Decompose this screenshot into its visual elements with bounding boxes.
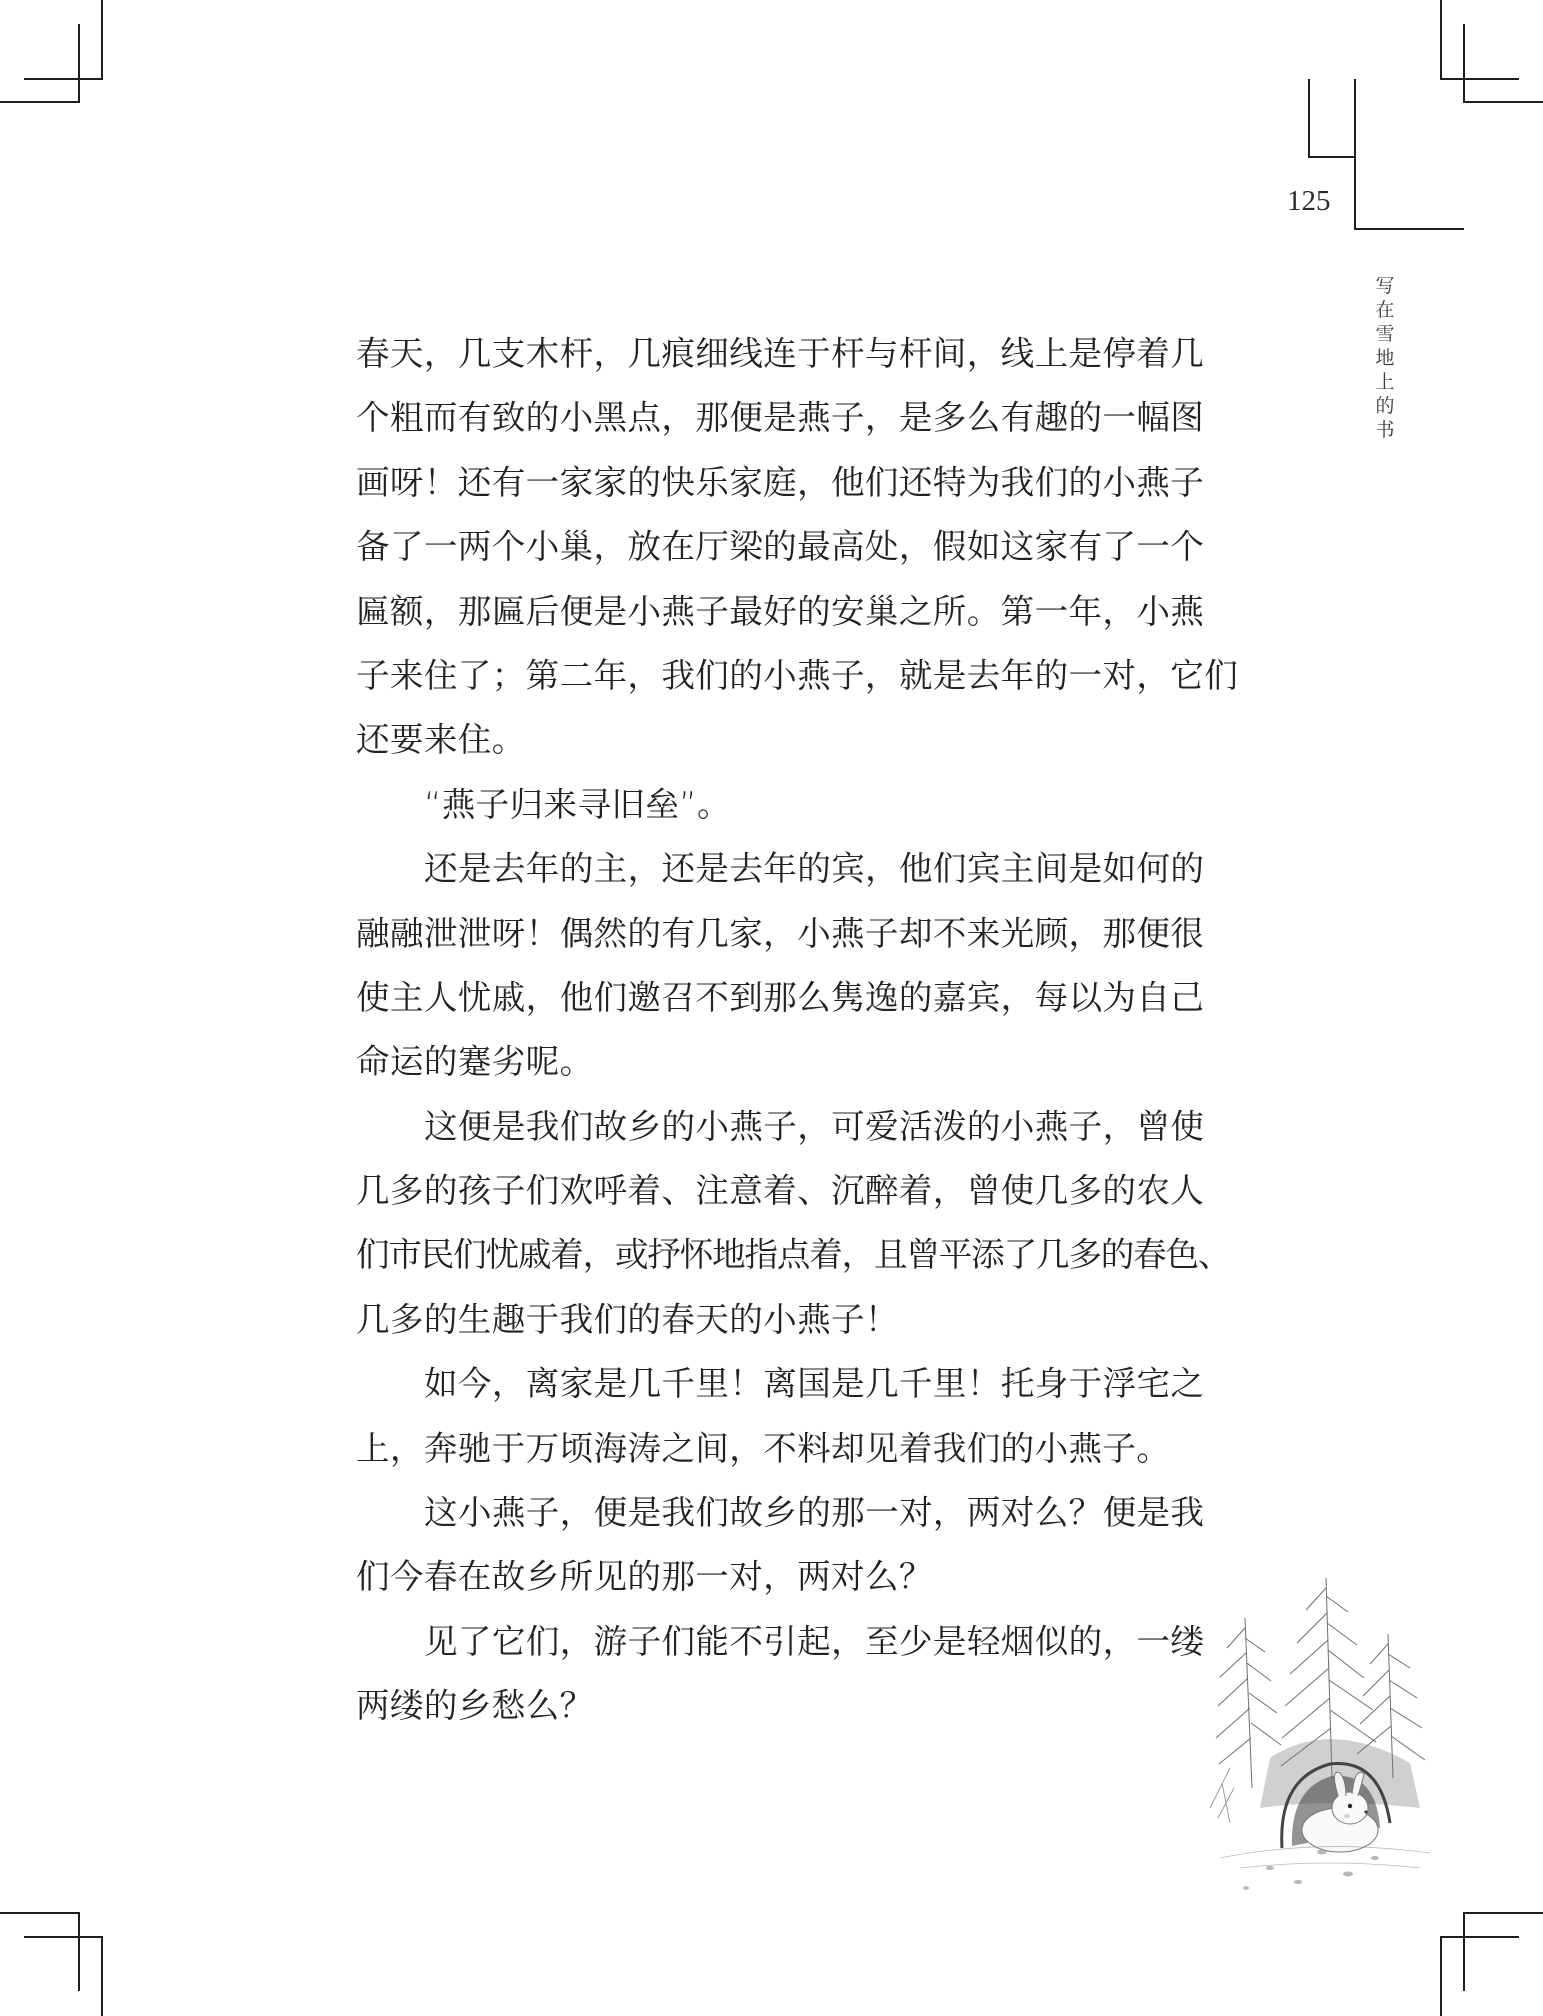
folio-rule xyxy=(1354,79,1356,230)
text-line: 如今，离家是几千里！离国是几千里！托身于浮宅之 xyxy=(424,1364,1205,1404)
crop-mark xyxy=(0,1912,80,1914)
text-line: 上，奔驰于万顷海涛之间，不料却见着我们的小燕子。 xyxy=(356,1428,1171,1468)
text-line: 备了一两个小巢，放在厅梁的最高处，假如这家有了一个 xyxy=(356,527,1205,567)
text-line: 使主人忧戚，他们邀召不到那么隽逸的嘉宾，每以为自己 xyxy=(356,977,1205,1017)
text-line: 这小燕子，便是我们故乡的那一对，两对么？便是我 xyxy=(424,1493,1205,1533)
crop-mark xyxy=(78,1912,80,1991)
text-line: 命运的蹇劣呢。 xyxy=(356,1042,594,1082)
crop-mark xyxy=(1463,24,1465,103)
text-line: 画呀！还有一家家的快乐家庭，他们还特为我们的小燕子 xyxy=(356,462,1205,502)
crop-mark xyxy=(24,78,103,80)
folio-rule xyxy=(1308,156,1355,158)
running-title-char: 写 xyxy=(1375,275,1395,297)
crop-mark xyxy=(1463,101,1543,103)
crop-mark xyxy=(101,0,103,80)
text-line: 们今春在故乡所见的那一对，两对么？ xyxy=(356,1557,933,1597)
running-title xyxy=(1374,274,1396,442)
text-line: 还要来住。 xyxy=(356,720,526,760)
running-title-char: 在 xyxy=(1375,299,1395,321)
crop-mark xyxy=(78,24,80,103)
text-line: 这便是我们故乡的小燕子，可爱活泼的小燕子，曾使 xyxy=(424,1106,1205,1146)
text-line: 个粗而有致的小黑点，那便是燕子，是多么有趣的一幅图 xyxy=(356,398,1205,438)
running-title-char: 地 xyxy=(1375,347,1395,369)
crop-mark xyxy=(1440,1936,1442,2016)
crop-mark xyxy=(1463,1912,1543,1914)
text-line: 两缕的乡愁么？ xyxy=(356,1686,594,1726)
text-line: 春天，几支木杆，几痕细线连于杆与杆间，线上是停着几 xyxy=(356,334,1205,373)
crop-mark xyxy=(1440,1936,1519,1938)
crop-mark xyxy=(101,1936,103,2016)
text-line: 几多的孩子们欢呼着、注意着、沉醉着，曾使几多的农人 xyxy=(356,1171,1205,1211)
text-line: 子来住了；第二年，我们的小燕子，就是去年的一对，它们 xyxy=(356,655,1239,695)
crop-mark xyxy=(24,1936,103,1938)
text-line: 见了它们，游子们能不引起，至少是轻烟似的，一缕 xyxy=(424,1621,1205,1661)
page-number: 125 xyxy=(1287,185,1331,217)
text-line: 匾额，那匾后便是小燕子最好的安巢之所。第一年，小燕 xyxy=(356,591,1205,631)
running-title-char: 书 xyxy=(1375,419,1395,441)
rabbit-illustration xyxy=(1200,1568,1440,1898)
text-line: 融融泄泄呀！偶然的有几家，小燕子却不来光顾，那便很 xyxy=(356,913,1205,953)
running-title-char: 上 xyxy=(1375,371,1395,393)
body-text xyxy=(356,322,1239,1739)
text-line: 们市民们忧戚着，或抒怀地指点着，且曾平添了几多的春色、 xyxy=(356,1235,1231,1275)
crop-mark xyxy=(1440,78,1519,80)
text-line: 几多的生趣于我们的春天的小燕子！ xyxy=(356,1299,899,1339)
folio-rule xyxy=(1354,228,1464,230)
running-title-char: 的 xyxy=(1375,395,1395,417)
crop-mark xyxy=(1463,1912,1465,1991)
folio-rule xyxy=(1308,79,1310,157)
crop-mark xyxy=(0,101,80,103)
text-line: 还是去年的主，还是去年的宾，他们宾主间是如何的 xyxy=(424,849,1205,889)
crop-mark xyxy=(1440,0,1442,80)
text-line: “燕子归来寻旧垒”。 xyxy=(424,784,731,824)
running-title-char: 雪 xyxy=(1375,323,1395,345)
